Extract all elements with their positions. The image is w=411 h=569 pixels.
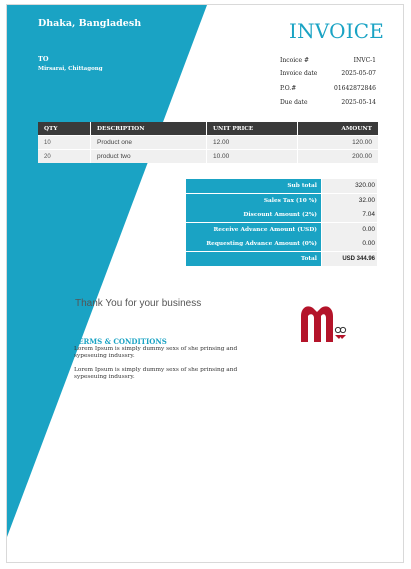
- totals-label: Receive Advance Amount (USD): [186, 223, 321, 237]
- invoice-meta-row: [280, 70, 376, 82]
- items-table: [38, 122, 378, 163]
- col-header-qty: QTY: [38, 122, 91, 136]
- invoice-title: INVOICE: [289, 19, 385, 43]
- meta-value: 2025-05-14: [341, 99, 376, 106]
- cell-description: Product one: [91, 136, 207, 150]
- totals-row: [186, 223, 377, 238]
- bill-to-label: TO: [38, 55, 49, 63]
- cell-amount: 120.00: [298, 136, 379, 150]
- totals-label: Discount Amount (2%): [186, 208, 321, 222]
- meta-label: Due date: [280, 99, 308, 106]
- totals-label: Total: [186, 252, 321, 266]
- col-header-description: DESCRIPTION: [91, 122, 207, 136]
- totals-value: 320.00: [322, 179, 377, 193]
- cell-unit-price: 10.00: [207, 150, 298, 164]
- totals-label: Sub total: [186, 179, 321, 193]
- totals-value: 7.04: [322, 208, 377, 222]
- invoice-meta-row: [280, 57, 376, 69]
- invoice-meta-row: [280, 85, 376, 97]
- cell-unit-price: 12.00: [207, 136, 298, 150]
- totals-row: [186, 194, 377, 209]
- red-m-logo-icon: [297, 302, 347, 346]
- cell-qty: 10: [38, 136, 91, 150]
- meta-value: 01642872846: [334, 85, 376, 92]
- company-city: Dhaka, Bangladesh: [38, 18, 142, 29]
- invoice-meta-row: [280, 99, 376, 111]
- meta-label: Incoice #: [280, 57, 309, 64]
- totals-row-grand: [186, 252, 377, 267]
- bill-to-name: Mirsarai, Chittagong: [38, 66, 103, 72]
- cell-amount: 200.00: [298, 150, 379, 164]
- meta-value: 2025-05-07: [341, 70, 376, 77]
- table-row: [38, 150, 378, 164]
- grand-total-value: USD 344.96: [322, 252, 377, 266]
- invoice-page: [6, 4, 404, 563]
- totals-row: [186, 237, 377, 252]
- totals-value: 0.00: [322, 223, 377, 237]
- totals-label: Requesting Advance Amount (0%): [186, 237, 321, 251]
- cell-qty: 20: [38, 150, 91, 164]
- terms-title: TERMS & CONDITIONS: [73, 337, 167, 346]
- totals-value: 32.00: [322, 194, 377, 208]
- totals-block: [186, 179, 377, 266]
- col-header-unit-price: UNIT PRICE: [207, 122, 298, 136]
- terms-paragraph: Lorem Ipsum is simply dummy sexs of she prinsing and sypeseuing indussry.: [74, 367, 238, 380]
- meta-value: INVC-1: [353, 57, 376, 64]
- terms-paragraph: Lorem Ipsum is simply dummy sexs of she prinsing and sypeseuing indussry.: [74, 346, 238, 359]
- totals-row: [186, 208, 377, 223]
- totals-row: [186, 179, 377, 194]
- totals-value: 0.00: [322, 237, 377, 251]
- table-row: [38, 136, 378, 150]
- cell-description: product two: [91, 150, 207, 164]
- meta-label: Invoice date: [280, 70, 318, 77]
- items-header-row: [38, 122, 378, 136]
- meta-label: P.O.#: [280, 85, 297, 92]
- col-header-amount: AMOUNT: [298, 122, 379, 136]
- totals-label: Sales Tax (10 %): [186, 194, 321, 208]
- thank-you-note: Thank You for your business: [75, 298, 202, 309]
